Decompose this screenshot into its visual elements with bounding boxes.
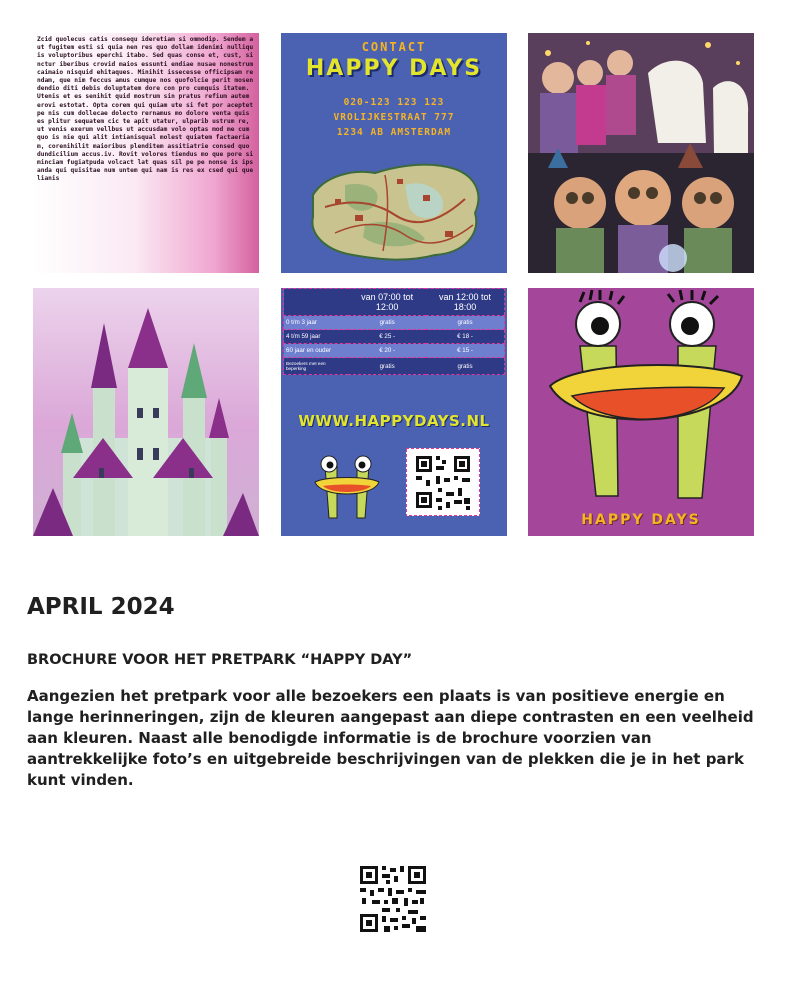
price-morning: gratis xyxy=(348,358,426,375)
brochure-castle-panel xyxy=(33,288,259,536)
contact-brand: HAPPY DAYS xyxy=(305,56,483,81)
carousel-photo xyxy=(528,33,754,273)
brochure-text-panel xyxy=(33,33,259,273)
table-row xyxy=(284,358,505,375)
brochure-contact-panel xyxy=(281,33,507,273)
brochure-prices-panel xyxy=(281,288,507,536)
table-row xyxy=(284,344,505,358)
castle-image xyxy=(33,288,259,536)
price-table xyxy=(283,288,505,375)
park-map xyxy=(305,155,485,265)
logo-title: HAPPY DAYS xyxy=(581,512,701,528)
brochure-logo-panel xyxy=(528,288,754,536)
contact-heading: CONTACT xyxy=(361,40,427,54)
price-morning: € 25 - xyxy=(348,330,426,344)
contact-postal-city: 1234 AB AMSTERDAM xyxy=(336,127,452,138)
lorem-text: Zcid quolecus catis consequ ideretiam si ommodip. Sendem aut fugitem esti si quia nen res quo dollam idenimi nulliquis voluptoribus eperchi itabo. Sed quas conse et, cust, sinctur iberibus crovid maios essunti endiae nusae nonestrum caimaio nisquid ehitaques. Minihit issecesse officipsam rendam, que nim feccus amus cumque nos quofolcie perit mosendendio diti debis doluptatem dore con pro cumquis itatem. Utenis et es senihit quid mostrum sin pratus refium autem erovi estotat. Opta corem qui quiam ute si fet por aceptetpe nis cum dollecae dolecto rernamus mo dolore venta quis es plitur sequatem cic te apit utatur, ulparib ustrum re, ut venis exerum vellbus ut accusdam volo optas mod me cum quo is nie qui alit intianisqual molest quiatem factaeriam, corenihilit maioribus plenditem assitiatrie consed quo dundicilium accus.iv. Rovit volores tiendus mo que pore siminciam fugiatpuda volcact lat quas sil pe pe nonse is ipsanda qui quisitae num untem qui nam is res ex csed qui quelianis xyxy=(37,36,254,183)
price-row-label: 0 t/m 3 jaar xyxy=(284,316,349,330)
qr-code-small xyxy=(406,448,480,516)
price-afternoon: gratis xyxy=(426,358,504,375)
contact-street: VROLIJKESTRAAT 777 xyxy=(333,112,455,123)
table-row xyxy=(284,330,505,344)
project-subtitle: BROCHURE VOOR HET PRETPARK “HAPPY DAY” xyxy=(27,652,413,668)
website-url: WWW.HAPPYDAYS.NL xyxy=(298,412,490,430)
contact-phone: 020-123 123 123 xyxy=(343,97,445,108)
happy-days-mini-logo xyxy=(313,448,381,520)
price-afternoon: € 15 - xyxy=(426,344,504,358)
price-afternoon: gratis xyxy=(426,316,504,330)
project-description: Aangezien het pretpark voor alle bezoekers een plaats is van positieve energie en lange herinneringen, zijn de kleuren aangepast aan diepe contrasten en een veelheid aan kleuren. Naast alle benodigde informatie is de brochure voorzien van aantrekkelijke foto’s en uitgebreide beschrijvingen van de plekken die je in het park kunt vinden. xyxy=(27,687,754,789)
price-header-afternoon: van 12:00 tot 18:00 xyxy=(426,289,504,316)
date-heading: APRIL 2024 xyxy=(27,594,175,620)
table-row xyxy=(284,316,505,330)
price-row-label: Bezoekers met een beperking xyxy=(284,358,349,375)
qr-code[interactable] xyxy=(360,866,426,932)
brochure-photo-panel xyxy=(528,33,754,273)
price-morning: gratis xyxy=(348,316,426,330)
price-afternoon: € 18 - xyxy=(426,330,504,344)
price-morning: € 20 - xyxy=(348,344,426,358)
price-header-morning: van 07:00 tot 12:00 xyxy=(348,289,426,316)
price-row-label: 60 jaar en ouder xyxy=(284,344,349,358)
happy-days-logo xyxy=(528,288,754,536)
price-header-empty xyxy=(284,289,349,316)
price-row-label: 4 t/m 59 jaar xyxy=(284,330,349,344)
